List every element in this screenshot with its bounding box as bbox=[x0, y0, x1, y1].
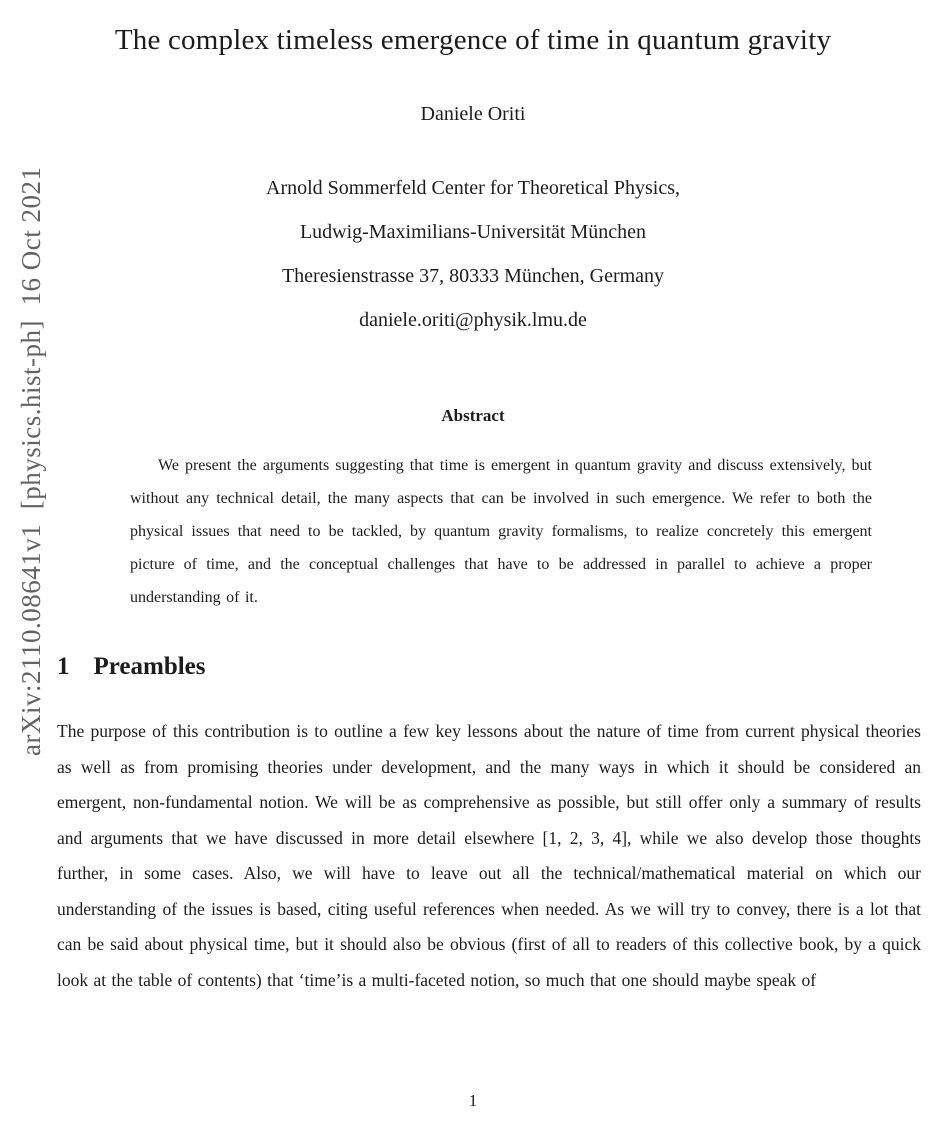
affiliation-line-university: Ludwig-Maximilians-Universität München bbox=[299, 221, 647, 243]
arxiv-watermark: arXiv:2110.08641v1 [physics.hist-ph] 16 Oct 2021 bbox=[16, 166, 46, 756]
affiliation-line-institute: Arnold Sommerfeld Center for Theoretical Physics, bbox=[266, 177, 680, 199]
affiliation-block bbox=[0, 166, 946, 342]
abstract-heading: Abstract bbox=[441, 406, 505, 425]
affiliation-line-address: Theresienstrasse 37, 80333 München, Germany bbox=[281, 265, 665, 287]
section-number: 1 bbox=[57, 653, 70, 680]
section-heading bbox=[57, 653, 206, 681]
abstract-text: We present the arguments suggesting that time is emergent in quantum gravity and discuss extensively, but without any technical detail, the many aspects that can be involved in such emergence. We refer to both the physical issues that need to be tackled, by quantum gravity formalisms, to realize concretely this emergent picture of time, and the conceptual challenges that have to be addressed in parallel to achieve a proper understanding of it. bbox=[130, 457, 872, 606]
author-name: Daniele Oriti bbox=[420, 103, 526, 125]
body-paragraph: The purpose of this contribution is to outline a few key lessons about the nature of time from current physical theories as well as from promising theories under development, and the many ways in which it should be considered an emergent, non-fundamental notion. We will be as comprehensive as possible, but still offer only a summary of results and arguments that we have discussed in more detail elsewhere [1, 2, 3, 4], while we also develop those thoughts further, in some cases. Also, we will have to leave out all the technical/mathematical material on which our understanding of the issues is based, citing useful references when needed. As we will try to convey, there is a lot that can be said about physical time, but it should also be obvious (first of all to readers of this collective book, by a quick look at the table of contents) that ‘time’is a multi-faceted notion, so much that one should maybe speak of bbox=[57, 721, 921, 990]
section-title: Preambles bbox=[93, 653, 206, 680]
author-email: daniele.oriti@physik.lmu.de bbox=[359, 309, 587, 331]
page-number: 1 bbox=[468, 1091, 478, 1110]
paper-title: The complex timeless emergence of time in quantum gravity bbox=[114, 24, 832, 56]
